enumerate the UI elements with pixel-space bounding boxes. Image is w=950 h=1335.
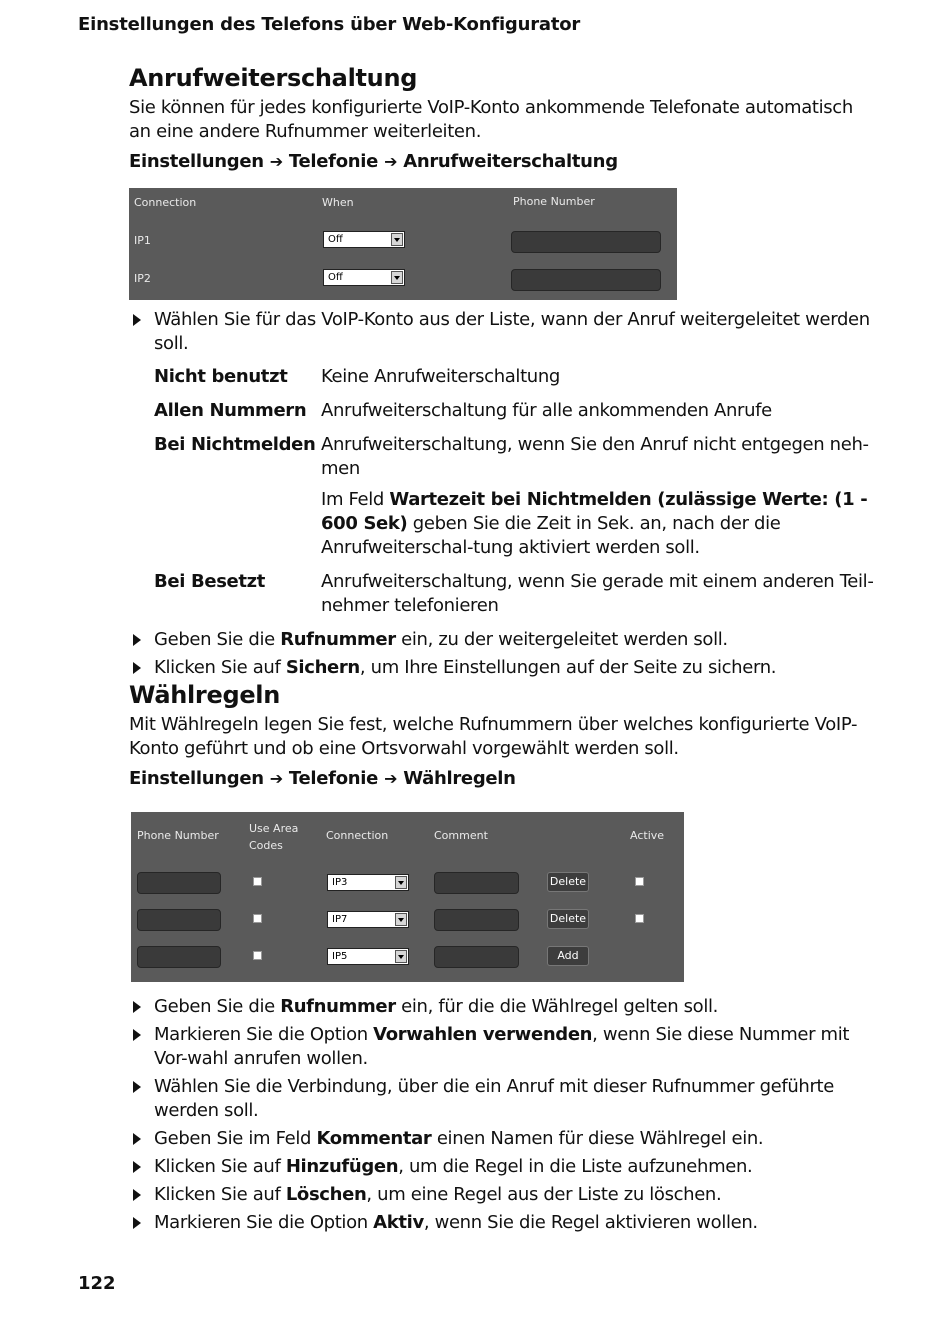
- bullet-triangle-icon: [133, 1001, 141, 1013]
- text-span: ein, für die die Wählregel gelten soll.: [395, 996, 719, 1017]
- section-intro-forwarding: Sie können für jedes konfigurierte VoIP-Konto ankommende Telefonate automatisch an eine andere Rufnummer weiterleiten.: [129, 97, 853, 142]
- text-span: , wenn Sie diese Nummer mit Vor-wahl anrufen wollen.: [154, 1024, 850, 1069]
- comment-input[interactable]: [434, 946, 519, 968]
- section-title-dial-rules: Wählregeln: [129, 681, 281, 709]
- menu-path-forwarding: [129, 151, 874, 172]
- bullet-triangle-icon: [133, 1029, 141, 1041]
- option-desc: Anrufweiterschaltung für alle ankommenden Anrufe: [321, 400, 772, 421]
- path-step: Einstellungen: [129, 768, 264, 789]
- bullet-triangle-icon: [133, 1133, 141, 1145]
- text-span: Markieren Sie die Option: [154, 1212, 374, 1233]
- select-value: IP3: [332, 877, 348, 888]
- step-item: [129, 1155, 874, 1179]
- step-item: [129, 628, 874, 652]
- delete-button[interactable]: Delete: [547, 872, 589, 892]
- arrow-right-icon: ➔: [384, 769, 398, 788]
- when-select[interactable]: [323, 231, 405, 248]
- options-table: [154, 360, 874, 623]
- step-item: [129, 1023, 874, 1071]
- option-row: [154, 565, 874, 623]
- column-header-active: Active: [630, 829, 665, 842]
- add-button[interactable]: Add: [547, 946, 589, 966]
- select-value: IP5: [332, 951, 348, 962]
- dial-rules-panel: [131, 812, 684, 982]
- select-value: Off: [328, 234, 343, 245]
- section-dial-rules-instructions: [129, 995, 874, 1235]
- bold-span: Rufnummer: [280, 996, 396, 1017]
- connection-select[interactable]: [327, 911, 409, 928]
- step-item: [129, 308, 874, 356]
- option-desc: Anrufweiterschaltung, wenn Sie gerade mit einem anderen Teil-nehmer telefonieren: [321, 571, 874, 616]
- section-intro-dial-rules: Mit Wählregeln legen Sie fest, welche Rufnummern über welches konfigurierte VoIP-Konto geführt und ob eine Ortsvorwahl vorgewählt werden soll.: [129, 714, 858, 759]
- section-title-forwarding: Anrufweiterschaltung: [129, 64, 418, 92]
- text-span: , wenn Sie die Regel aktivieren wollen.: [423, 1212, 758, 1233]
- phone-number-input[interactable]: [511, 231, 661, 253]
- text-span: Geben Sie im Feld: [154, 1128, 317, 1149]
- text-span: Wählen Sie die Verbindung, über die ein Anruf mit dieser Rufnummer geführte werden soll.: [154, 1076, 834, 1121]
- dropdown-arrow-icon: [395, 876, 407, 889]
- column-header-use-area-codes: [249, 820, 298, 854]
- bold-span: Hinzufügen: [285, 1156, 399, 1177]
- rule-phone-number-input[interactable]: [137, 946, 221, 968]
- select-value: Off: [328, 272, 343, 283]
- dropdown-arrow-icon: [391, 271, 403, 284]
- step-item: [129, 1127, 874, 1151]
- arrow-right-icon: ➔: [269, 152, 283, 171]
- step-item: [129, 1211, 874, 1235]
- bullet-triangle-icon: [133, 1217, 141, 1229]
- text-span: Im Feld: [321, 489, 390, 510]
- text-span: Geben Sie die: [154, 996, 281, 1017]
- arrow-right-icon: ➔: [384, 152, 398, 171]
- bold-span: Wartezeit bei Nichtmelden (zulässige Werte: (1 - 600 Sek): [321, 489, 868, 534]
- bold-span: Sichern: [285, 657, 360, 678]
- option-row: [154, 428, 874, 565]
- section-dial-rules: [129, 681, 874, 789]
- bullet-triangle-icon: [133, 662, 141, 674]
- text-span: Klicken Sie auf: [154, 657, 286, 678]
- text-span: , um die Regel in die Liste aufzunehmen.: [398, 1156, 753, 1177]
- active-checkbox[interactable]: [635, 877, 644, 886]
- bold-span: Kommentar: [316, 1128, 432, 1149]
- when-select[interactable]: [323, 269, 405, 286]
- bullet-triangle-icon: [133, 1081, 141, 1093]
- option-term: Allen Nummern: [154, 400, 307, 421]
- column-header-comment: Comment: [434, 829, 488, 842]
- step-text: Wählen Sie für das VoIP-Konto aus der Liste, wann der Anruf weitergeleitet werden soll.: [154, 309, 870, 354]
- option-term: Nicht benutzt: [154, 366, 288, 387]
- text-span: einen Namen für diese Wählregel ein.: [431, 1128, 764, 1149]
- option-desc: Keine Anrufweiterschaltung: [321, 366, 560, 387]
- header-line: Codes: [249, 839, 283, 852]
- header-line: Use Area: [249, 822, 299, 835]
- dropdown-arrow-icon: [395, 950, 407, 963]
- step-item: [129, 995, 874, 1019]
- option-term: Bei Nichtmelden: [154, 434, 316, 455]
- section-forwarding-instructions: [129, 308, 874, 680]
- text-span: Klicken Sie auf: [154, 1156, 286, 1177]
- text-span: geben Sie die Zeit in Sek. an, nach der die Anrufweiterschal-tung aktiviert werden soll.: [321, 513, 781, 558]
- connection-label: IP1: [134, 234, 151, 247]
- bold-span: Rufnummer: [280, 629, 396, 650]
- option-term: Bei Besetzt: [154, 571, 266, 592]
- bullet-triangle-icon: [133, 314, 141, 326]
- column-header-phone-number: Phone Number: [513, 195, 595, 208]
- dropdown-arrow-icon: [395, 913, 407, 926]
- text-span: ein, zu der weitergeleitet werden soll.: [395, 629, 728, 650]
- phone-number-input[interactable]: [511, 269, 661, 291]
- active-checkbox[interactable]: [635, 914, 644, 923]
- bold-span: Löschen: [285, 1184, 367, 1205]
- bullet-triangle-icon: [133, 634, 141, 646]
- column-header-when: When: [322, 196, 354, 209]
- path-step: Telefonie: [288, 768, 379, 789]
- path-step: Wählregeln: [403, 768, 516, 789]
- use-area-codes-checkbox[interactable]: [253, 951, 262, 960]
- option-desc: [321, 428, 874, 565]
- rule-phone-number-input[interactable]: [137, 872, 221, 894]
- rule-phone-number-input[interactable]: [137, 909, 221, 931]
- text-span: Markieren Sie die Option: [154, 1024, 374, 1045]
- path-step: Anrufweiterschaltung: [403, 151, 618, 172]
- step-item: [129, 1183, 874, 1207]
- bold-span: Aktiv: [373, 1212, 424, 1233]
- comment-input[interactable]: [434, 872, 519, 894]
- path-step: Telefonie: [288, 151, 379, 172]
- path-step: Einstellungen: [129, 151, 264, 172]
- column-header-phone-number: Phone Number: [137, 829, 219, 842]
- delete-button[interactable]: Delete: [547, 909, 589, 929]
- text-span: Geben Sie die: [154, 629, 281, 650]
- arrow-right-icon: ➔: [269, 769, 283, 788]
- bullet-triangle-icon: [133, 1189, 141, 1201]
- text-span: , um eine Regel aus der Liste zu löschen.: [366, 1184, 722, 1205]
- option-row: [154, 394, 874, 428]
- step-item: [129, 1075, 874, 1123]
- page-number: 122: [78, 1273, 116, 1294]
- menu-path-dial-rules: [129, 768, 874, 789]
- column-header-connection: Connection: [134, 196, 197, 209]
- select-value: IP7: [332, 914, 348, 925]
- connection-select[interactable]: [327, 874, 409, 891]
- comment-input[interactable]: [434, 909, 519, 931]
- option-row: [154, 360, 874, 394]
- bullet-triangle-icon: [133, 1161, 141, 1173]
- use-area-codes-checkbox[interactable]: [253, 914, 262, 923]
- step-item: [129, 656, 874, 680]
- section-call-forwarding: [129, 64, 874, 172]
- connection-label: IP2: [134, 272, 151, 285]
- bold-span: Vorwahlen verwenden: [373, 1024, 593, 1045]
- option-desc-extra: [321, 488, 874, 560]
- forwarding-settings-panel: [129, 188, 677, 300]
- option-desc-text: Anrufweiterschaltung, wenn Sie den Anruf nicht entgegen neh-men: [321, 434, 869, 479]
- use-area-codes-checkbox[interactable]: [253, 877, 262, 886]
- connection-select[interactable]: [327, 948, 409, 965]
- text-span: Klicken Sie auf: [154, 1184, 286, 1205]
- column-header-connection: Connection: [326, 829, 389, 842]
- text-span: , um Ihre Einstellungen auf der Seite zu sichern.: [359, 657, 777, 678]
- dropdown-arrow-icon: [391, 233, 403, 246]
- running-header: Einstellungen des Telefons über Web-Konfigurator: [78, 14, 581, 35]
